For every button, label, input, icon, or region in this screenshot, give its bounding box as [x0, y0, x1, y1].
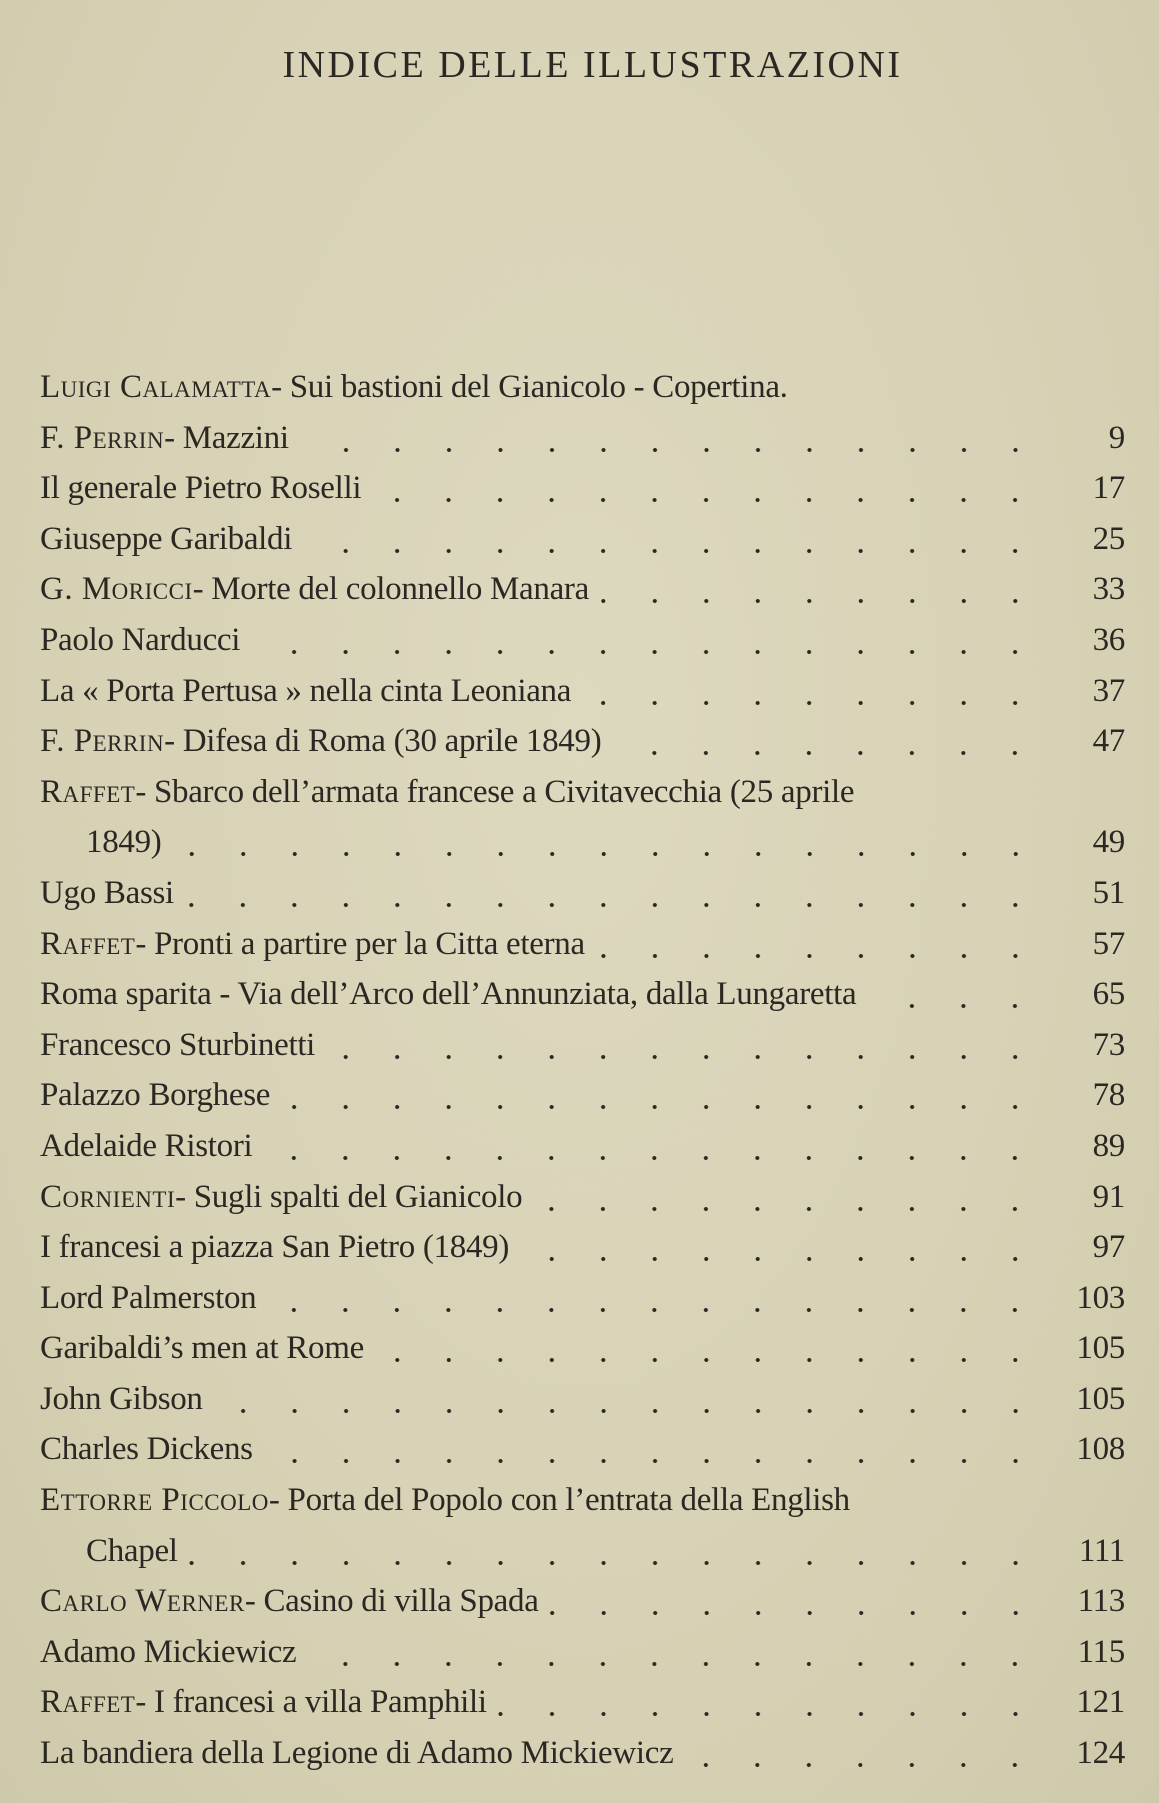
dot-leader	[547, 1576, 1041, 1627]
index-entry	[40, 1424, 1125, 1475]
page-number: 108	[1076, 1431, 1125, 1468]
index-entry	[40, 1070, 1125, 1121]
index-entry	[40, 868, 1125, 919]
dot-leader	[297, 413, 1041, 464]
entry-author: G. Moricci	[40, 571, 193, 608]
index-entry	[40, 1627, 1125, 1678]
entry-title: - Mazzini	[164, 419, 289, 456]
entry-author: Raffet	[40, 1684, 136, 1721]
entry-title: Ugo Bassi	[40, 874, 174, 911]
entry-title: Il generale Pietro Roselli	[40, 470, 362, 507]
entry-title: Giuseppe Garibaldi	[40, 520, 293, 557]
page-number: 37	[1092, 672, 1125, 709]
page-number: 9	[1108, 419, 1125, 456]
entry-author: Raffet	[40, 925, 136, 962]
page-number: 51	[1092, 874, 1125, 911]
index-entry	[40, 1576, 1125, 1627]
page-number: 103	[1076, 1279, 1125, 1316]
index-entry	[40, 1222, 1125, 1273]
dot-leader	[372, 1323, 1041, 1374]
page-number: 91	[1092, 1178, 1125, 1215]
entry-author: Cornienti	[40, 1178, 176, 1215]
entry-title: Adamo Mickiewicz	[40, 1633, 297, 1670]
index-entry	[40, 615, 1125, 666]
dot-leader	[681, 1728, 1041, 1779]
entry-title: John Gibson	[40, 1380, 203, 1417]
entry-title: - Sui bastioni del Gianicolo - Copertina.	[271, 369, 788, 405]
index-entry	[40, 1728, 1125, 1779]
index-entry	[40, 1475, 1125, 1526]
entry-title-continuation: 1849)	[86, 824, 162, 861]
page-number: 57	[1092, 925, 1125, 962]
entry-title: La bandiera della Legione di Adamo Mickiewicz	[40, 1735, 674, 1772]
dot-leader	[597, 564, 1041, 615]
index-entry	[40, 1273, 1125, 1324]
dot-leader	[260, 1121, 1041, 1172]
page-number: 124	[1076, 1735, 1125, 1772]
entry-author: F. Perrin	[40, 723, 165, 760]
entry-title: - Porta del Popolo con l’entrata della English	[268, 1482, 850, 1519]
page-number: 25	[1092, 520, 1125, 557]
dot-leader	[530, 1172, 1041, 1223]
dot-leader	[261, 1424, 1041, 1475]
index-entry	[40, 463, 1125, 514]
dot-leader	[517, 1222, 1041, 1273]
dot-leader	[300, 514, 1041, 565]
entry-author: F. Perrin	[40, 419, 165, 456]
dot-leader	[182, 868, 1041, 919]
page-number: 113	[1077, 1583, 1125, 1620]
page-number: 105	[1076, 1330, 1125, 1367]
entry-author: Luigi Calamatta	[40, 369, 272, 405]
dot-leader	[278, 1070, 1041, 1121]
entry-title: La « Porta Pertusa » nella cinta Leoniana	[40, 672, 572, 709]
index-entry	[40, 413, 1125, 464]
entry-title: Francesco Sturbinetti	[40, 1026, 316, 1063]
dot-leader	[323, 1020, 1041, 1071]
entry-title: - I francesi a villa Pamphili	[135, 1684, 487, 1721]
page-number: 73	[1092, 1026, 1125, 1063]
page-number: 105	[1076, 1380, 1125, 1417]
entry-title: - Sugli spalti del Gianicolo	[175, 1178, 523, 1215]
entry-title: - Pronti a partire per la Citta eterna	[135, 925, 585, 962]
entry-title: Lord Palmerston	[40, 1279, 257, 1316]
page-number: 111	[1078, 1532, 1125, 1569]
entry-title: - Difesa di Roma (30 aprile 1849)	[164, 723, 602, 760]
entry-title: Paolo Narducci	[40, 621, 241, 658]
index-entry	[40, 514, 1125, 565]
entry-title: - Morte del colonnello Manara	[192, 571, 589, 608]
page-number: 17	[1092, 470, 1125, 507]
page-title: INDICE DELLE ILLUSTRAZIONI	[282, 44, 903, 87]
index-entry	[40, 666, 1125, 717]
page-number: 49	[1092, 824, 1125, 861]
index-entry	[40, 1020, 1125, 1071]
index-entry	[40, 716, 1125, 767]
entry-title: I francesi a piazza San Pietro (1849)	[40, 1229, 510, 1266]
page-number: 115	[1077, 1633, 1125, 1670]
entry-author: Carlo Werner	[40, 1583, 245, 1620]
dot-leader	[264, 1273, 1041, 1324]
dot-leader	[609, 716, 1041, 767]
dot-leader	[186, 1526, 1041, 1577]
index-entry	[40, 1323, 1125, 1374]
index-entry	[40, 1172, 1125, 1223]
illustrations-index	[40, 362, 1125, 1779]
dot-leader	[304, 1627, 1041, 1678]
dot-leader	[495, 1677, 1041, 1728]
index-entry-continuation	[40, 1526, 1125, 1577]
entry-title: - Sbarco dell’armata francese a Civitavecchia (25 aprile	[135, 773, 855, 810]
page-number: 65	[1092, 976, 1125, 1013]
index-entry-continuation	[40, 817, 1125, 868]
page-number: 78	[1092, 1077, 1125, 1114]
dot-leader	[211, 1374, 1041, 1425]
dot-leader	[170, 817, 1042, 868]
page-number: 36	[1092, 621, 1125, 658]
index-entry	[40, 919, 1125, 970]
dot-leader	[579, 666, 1041, 717]
page-number: 121	[1076, 1684, 1125, 1721]
page-number: 33	[1092, 571, 1125, 608]
entry-title: Adelaide Ristori	[40, 1127, 253, 1164]
index-entry	[40, 1121, 1125, 1172]
index-entry	[40, 362, 1125, 413]
entry-author: Ettorre Piccolo	[40, 1482, 269, 1519]
page-number: 97	[1092, 1229, 1125, 1266]
entry-title: Palazzo Borghese	[40, 1077, 271, 1114]
index-entry	[40, 767, 1125, 818]
dot-leader	[248, 615, 1041, 666]
entry-title: Roma sparita - Via dell’Arco dell’Annunziata, dalla Lungaretta	[40, 976, 857, 1013]
entry-author: Raffet	[40, 773, 136, 810]
page-number: 89	[1092, 1127, 1125, 1164]
index-entry	[40, 564, 1125, 615]
entry-title: Charles Dickens	[40, 1431, 253, 1468]
page-number: 47	[1092, 723, 1125, 760]
index-entry	[40, 969, 1125, 1020]
dot-leader	[864, 969, 1041, 1020]
entry-title-continuation: Chapel	[86, 1532, 178, 1569]
index-entry	[40, 1677, 1125, 1728]
dot-leader	[369, 463, 1041, 514]
entry-title: Garibaldi’s men at Rome	[40, 1330, 364, 1367]
entry-title: - Casino di villa Spada	[244, 1583, 539, 1620]
index-entry	[40, 1374, 1125, 1425]
dot-leader	[593, 919, 1041, 970]
